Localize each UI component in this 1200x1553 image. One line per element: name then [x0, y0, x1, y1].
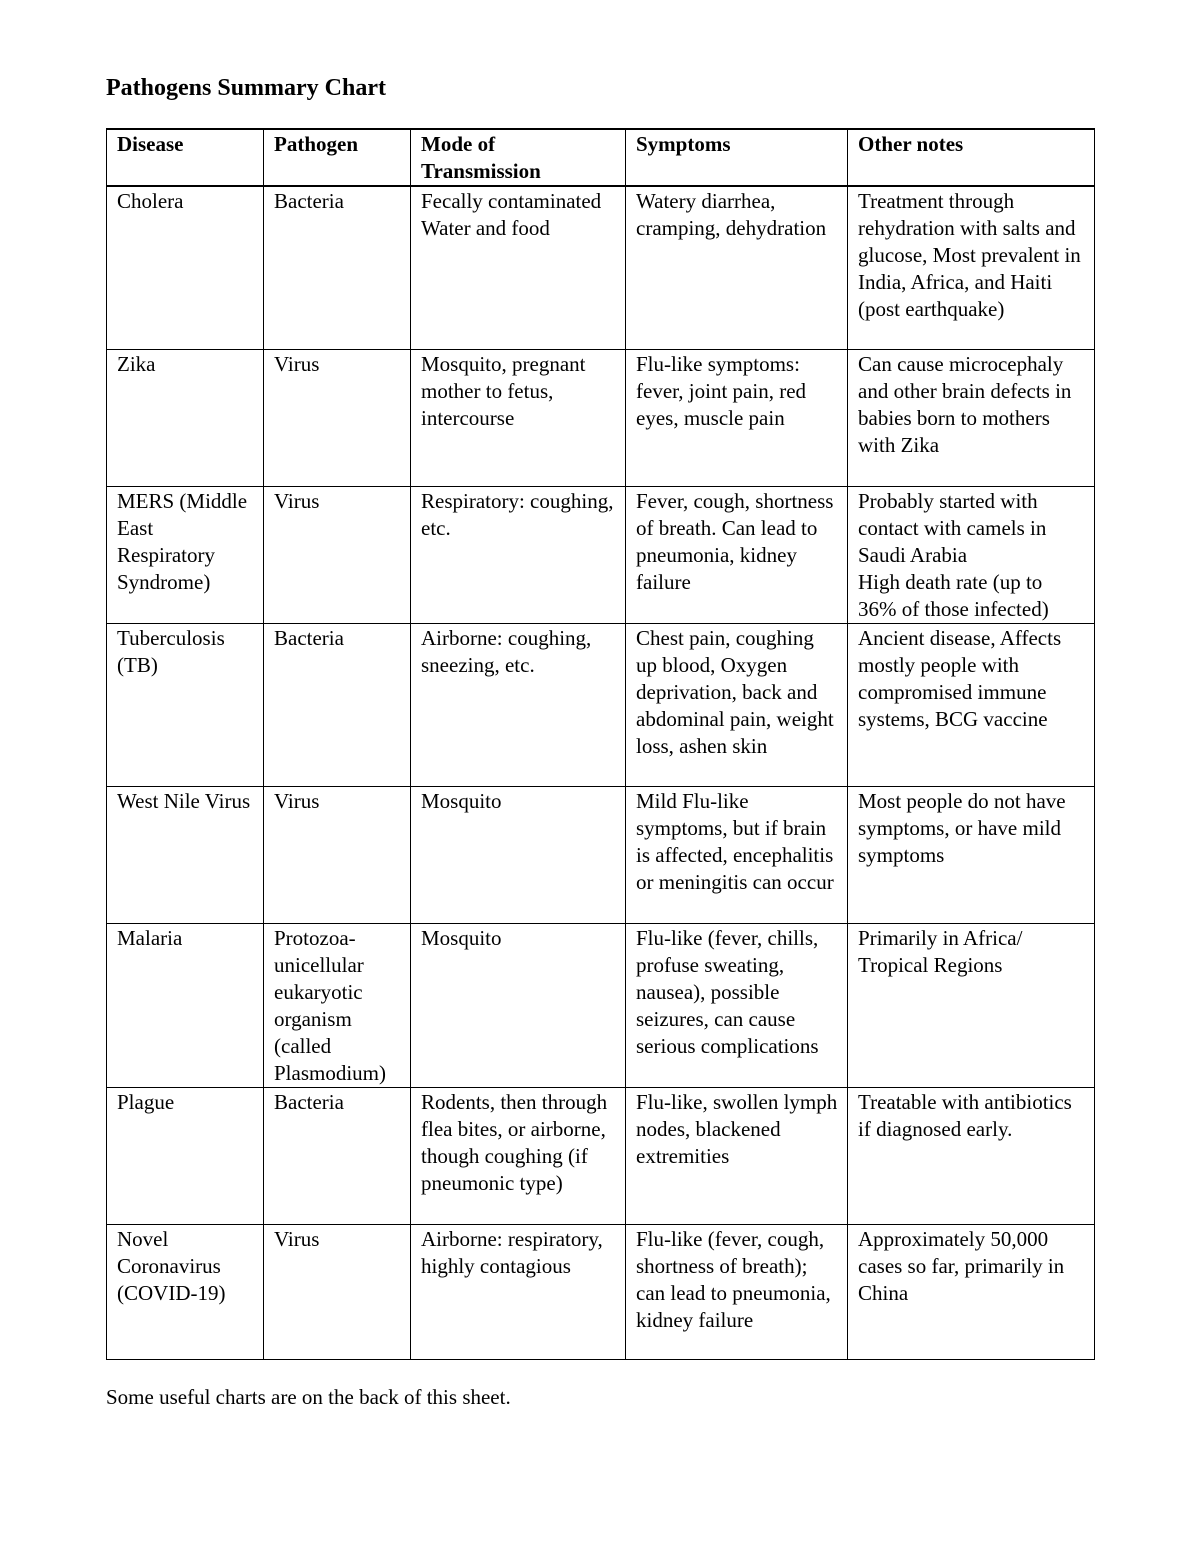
cell-notes: Can cause microcephaly and other brain defects in babies born to mothers with Zika	[848, 349, 1095, 486]
table-row	[107, 486, 1095, 623]
cell-disease: Zika	[107, 349, 264, 486]
cell-disease: Tuberculosis (TB)	[107, 623, 264, 786]
cell-disease: Malaria	[107, 923, 264, 1087]
header-pathogen: Pathogen	[264, 129, 411, 186]
cell-disease: Novel Coronavirus (COVID-19)	[107, 1224, 264, 1359]
cell-notes: Most people do not have symptoms, or have mild symptoms	[848, 786, 1095, 923]
cell-symptoms: Fever, cough, shortness of breath. Can lead to pneumonia, kidney failure	[626, 486, 848, 623]
cell-notes: Primarily in Africa/ Tropical Regions	[848, 923, 1095, 1087]
table-row	[107, 1087, 1095, 1224]
table-row	[107, 786, 1095, 923]
cell-notes: Ancient disease, Affects mostly people with compromised immune systems, BCG vaccine	[848, 623, 1095, 786]
cell-transmission: Rodents, then through flea bites, or airborne, though coughing (if pneumonic type)	[411, 1087, 626, 1224]
header-other-notes: Other notes	[848, 129, 1095, 186]
cell-notes: Probably started with contact with camels in Saudi Arabia High death rate (up to 36% of those infected)	[848, 486, 1095, 623]
table-row	[107, 923, 1095, 1087]
cell-notes: Treatment through rehydration with salts and glucose, Most prevalent in India, Africa, and Haiti (post earthquake)	[848, 186, 1095, 349]
cell-disease: West Nile Virus	[107, 786, 264, 923]
cell-pathogen: Virus	[264, 349, 411, 486]
cell-disease: Cholera	[107, 186, 264, 349]
header-disease: Disease	[107, 129, 264, 186]
table-row	[107, 623, 1095, 786]
cell-notes: Treatable with antibiotics if diagnosed early.	[848, 1087, 1095, 1224]
cell-symptoms: Flu-like, swollen lymph nodes, blackened extremities	[626, 1087, 848, 1224]
cell-transmission: Airborne: respiratory, highly contagious	[411, 1224, 626, 1359]
cell-disease: Plague	[107, 1087, 264, 1224]
cell-symptoms: Flu-like (fever, chills, profuse sweating, nausea), possible seizures, can cause serious complications	[626, 923, 848, 1087]
footer-note: Some useful charts are on the back of this sheet.	[106, 1385, 511, 1409]
cell-disease: MERS (Middle East Respiratory Syndrome)	[107, 486, 264, 623]
cell-transmission: Fecally contaminated Water and food	[411, 186, 626, 349]
cell-pathogen: Protozoa- unicellular eukaryotic organism (called Plasmodium)	[264, 923, 411, 1087]
pathogens-table	[106, 128, 1095, 1360]
cell-pathogen: Virus	[264, 1224, 411, 1359]
cell-symptoms: Watery diarrhea, cramping, dehydration	[626, 186, 848, 349]
cell-transmission: Mosquito	[411, 923, 626, 1087]
cell-transmission: Mosquito	[411, 786, 626, 923]
cell-symptoms: Flu-like symptoms: fever, joint pain, red eyes, muscle pain	[626, 349, 848, 486]
cell-pathogen: Bacteria	[264, 623, 411, 786]
cell-notes: Approximately 50,000 cases so far, primarily in China	[848, 1224, 1095, 1359]
cell-transmission: Mosquito, pregnant mother to fetus, intercourse	[411, 349, 626, 486]
page-title: Pathogens Summary Chart	[106, 75, 386, 101]
cell-symptoms: Chest pain, coughing up blood, Oxygen deprivation, back and abdominal pain, weight loss, ashen skin	[626, 623, 848, 786]
table-row	[107, 349, 1095, 486]
cell-symptoms: Mild Flu-like symptoms, but if brain is affected, encephalitis or meningitis can occur	[626, 786, 848, 923]
table-header-row	[107, 129, 1095, 186]
cell-pathogen: Bacteria	[264, 186, 411, 349]
cell-pathogen: Virus	[264, 486, 411, 623]
cell-pathogen: Virus	[264, 786, 411, 923]
header-transmission: Mode of Transmission	[411, 129, 626, 186]
table-row	[107, 186, 1095, 349]
cell-transmission: Respiratory: coughing, etc.	[411, 486, 626, 623]
header-symptoms: Symptoms	[626, 129, 848, 186]
table-row	[107, 1224, 1095, 1359]
cell-pathogen: Bacteria	[264, 1087, 411, 1224]
cell-transmission: Airborne: coughing, sneezing, etc.	[411, 623, 626, 786]
cell-symptoms: Flu-like (fever, cough, shortness of breath); can lead to pneumonia, kidney failure	[626, 1224, 848, 1359]
